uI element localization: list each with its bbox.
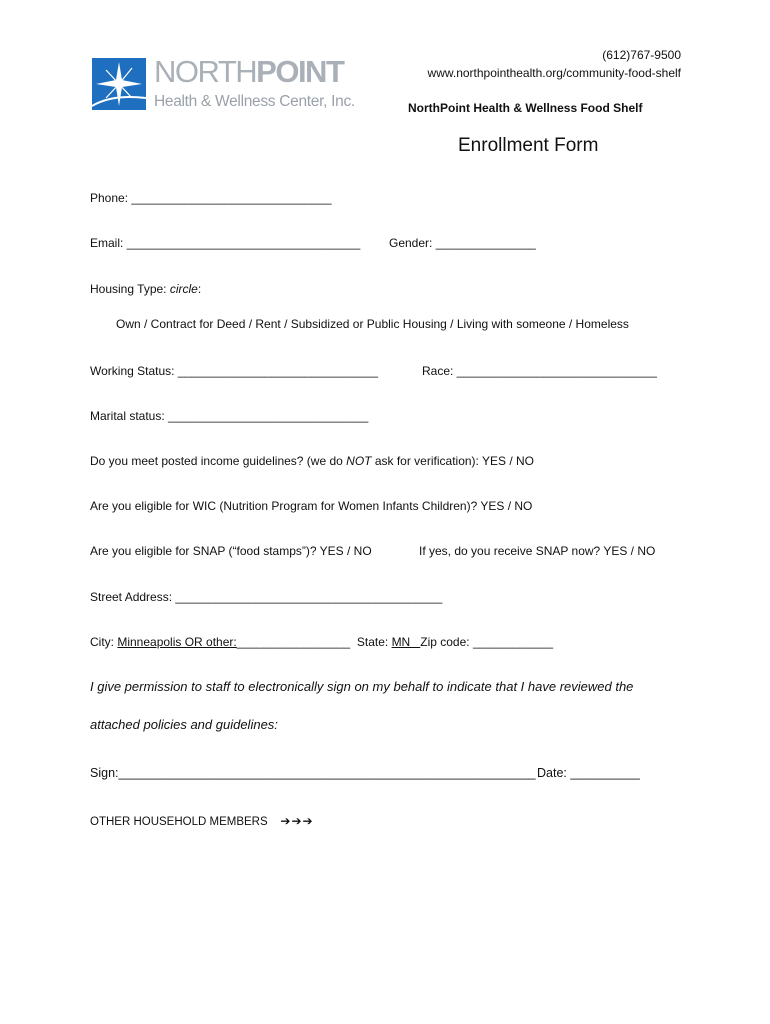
housing-hint: circle [169,282,198,296]
snap-now-question[interactable]: If yes, do you receive SNAP now? YES / NO [419,544,656,558]
sign-row [90,766,536,780]
sign-label: Sign: [90,766,119,780]
right-arrows-icon: ➔➔➔ [280,814,314,828]
street-row [90,590,442,604]
city-state-zip-row [90,635,553,649]
income-question[interactable] [90,454,534,468]
phone-row [90,191,332,205]
date-row [537,766,640,780]
email-row [90,236,360,250]
marital-label: Marital status: [90,409,169,423]
zip-label: Zip code: [420,635,473,649]
snap-question[interactable]: Are you eligible for SNAP (“food stamps”)? YES / NO [90,544,372,558]
email-field[interactable]: ___________________________________ [126,236,361,250]
sign-field[interactable]: ____________________________________________________________ [118,766,536,780]
working-row [90,364,378,378]
gender-label: Gender: [389,236,436,250]
income-question-answer: ask for verification): YES / NO [371,454,534,468]
phone-field[interactable]: ______________________________ [131,191,332,205]
logo-wordmark: NORTHPOINT [154,54,344,89]
email-label: Email: [90,236,127,250]
wic-question[interactable]: Are you eligible for WIC (Nutrition Program for Women Infants Children)? YES / NO [90,499,533,513]
header-phone: (612)767-9500 [602,48,681,62]
form-title: Enrollment Form [458,135,599,156]
zip-field[interactable]: ____________ [472,635,554,649]
gender-row [389,236,536,250]
state-label: State: [356,635,392,649]
city-label: City: [90,635,118,649]
marital-field[interactable]: ______________________________ [168,409,369,423]
date-label: Date: [537,766,571,780]
working-label: Working Status: [90,364,178,378]
housing-row [90,282,201,296]
city-value: Minneapolis OR other: [117,635,237,649]
street-field[interactable]: ________________________________________ [175,590,443,604]
permission-line-1: I give permission to staff to electronically sign on my behalf to indicate that I have reviewed the [90,679,634,694]
logo-subtitle: Health & Wellness Center, Inc. [154,93,355,110]
other-household-members [90,814,314,828]
housing-label: Housing Type: [90,282,170,296]
header-website: www.northpointhealth.org/community-food-shelf [427,66,681,80]
housing-colon: : [197,282,202,296]
state-value[interactable]: MN [391,635,421,649]
other-household-members-label: OTHER HOUSEHOLD MEMBERS [90,816,268,828]
northpoint-logo [92,54,362,116]
org-title: NorthPoint Health & Wellness Food Shelf [408,101,643,115]
race-row [422,364,657,378]
marital-row [90,409,368,423]
gender-field[interactable]: _______________ [435,236,536,250]
income-question-text: Do you meet posted income guidelines? (we do [90,454,347,468]
city-field[interactable]: _________________ [236,635,351,649]
star-burst-icon [92,54,146,112]
working-field[interactable]: ______________________________ [177,364,379,378]
street-label: Street Address: [90,590,176,604]
race-label: Race: [422,364,457,378]
housing-options[interactable]: Own / Contract for Deed / Rent / Subsidized or Public Housing / Living with someone / Homeless [116,317,629,331]
phone-label: Phone: [90,191,132,205]
income-question-not: NOT [346,454,372,468]
permission-line-2: attached policies and guidelines: [90,717,278,732]
date-field[interactable]: __________ [570,766,640,780]
race-field[interactable]: ______________________________ [456,364,657,378]
